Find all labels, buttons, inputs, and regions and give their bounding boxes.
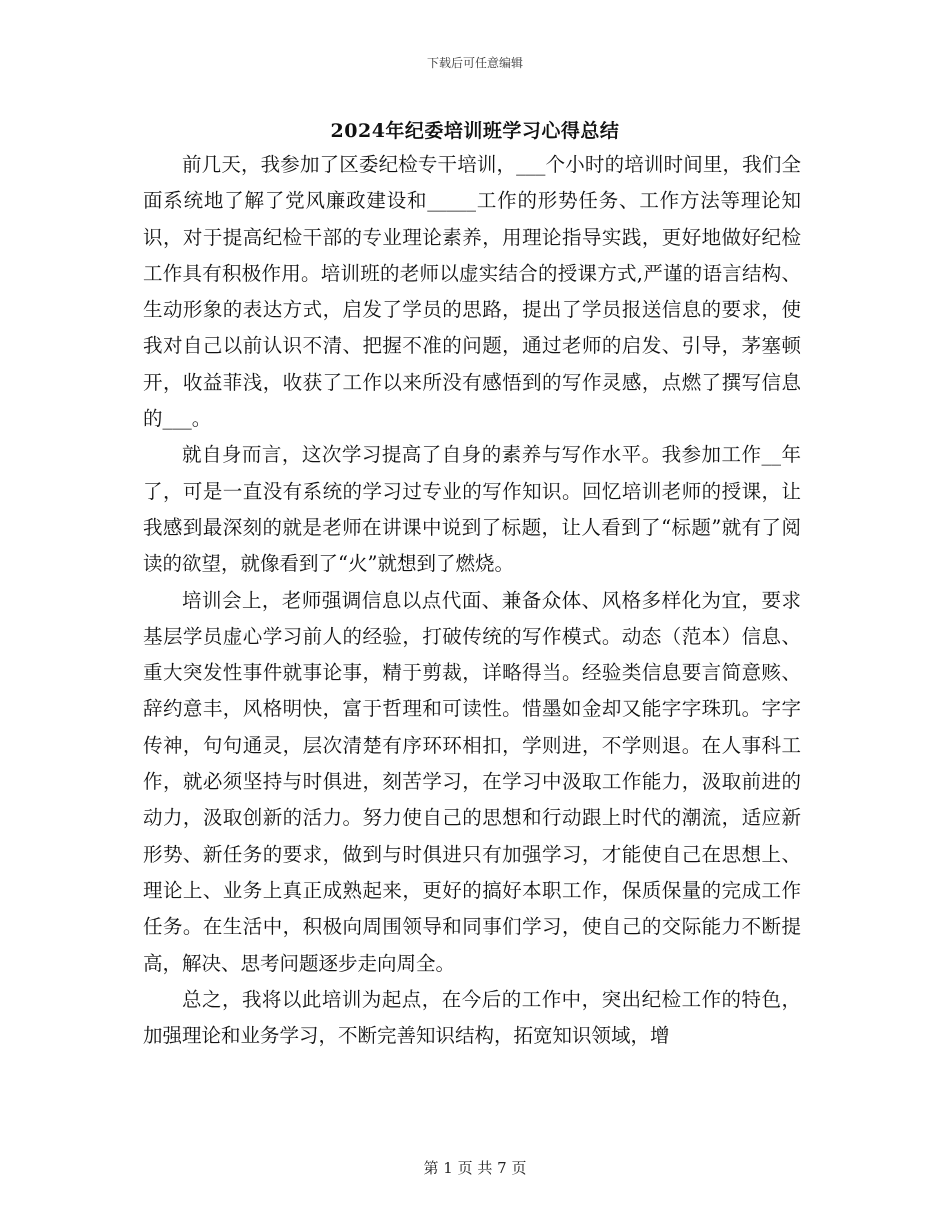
- paragraph-1: 前几天，我参加了区委纪检专干培训，___个小时的培训时间里，我们全面系统地了解了党风廉政建设和_____工作的形势任务、工作方法等理论知识，对于提高纪检干部的专业理论素养，用理论指导实践，更好地做好纪检工作具有积极作用。培训班的老师以虚实结合的授课方式,严谨的语言结构、生动形象的表达方式，启发了学员的思路，提出了学员报送信息的要求，使我对自己以前认识不清、把握不准的问题，通过老师的启发、引导，茅塞顿开，收益菲浅，收获了工作以来所没有感悟到的写作灵感，点燃了撰写信息的___。: [143, 153, 801, 431]
- paragraph-4: 总之，我将以此培训为起点，在今后的工作中，突出纪检工作的特色，加强理论和业务学习，不断完善知识结构，拓宽知识领域，增: [143, 987, 801, 1048]
- header-note: 下载后可任意编辑: [426, 56, 523, 70]
- document-title: 2024年纪委培训班学习心得总结: [330, 120, 620, 142]
- paragraph-2: 就自身而言，这次学习提高了自身的素养与写作水平。我参加工作__年了，可是一直没有系统的学习过专业的写作知识。回忆培训老师的授课，让我感到最深刻的就是老师在讲课中说到了标题，让人看到了“标题”就有了阅读的欲望，就像看到了“火”就想到了燃烧。: [143, 443, 801, 576]
- document-body: [143, 147, 801, 1054]
- paragraph-3: 培训会上，老师强调信息以点代面、兼备众体、风格多样化为宜，要求基层学员虚心学习前人的经验，打破传统的写作模式。动态（范本）信息、重大突发性事件就事论事，精于剪裁，详略得当。经验类信息要言简意赅、辞约意丰，风格明快，富于哲理和可读性。惜墨如金却又能字字珠玑。字字传神，句句通灵，层次清楚有序环环相扣，学则进，不学则退。在人事科工作，就必须坚持与时俱进，刻苦学习，在学习中汲取工作能力，汲取前进的动力，汲取创新的活力。努力使自己的思想和行动跟上时代的潮流，适应新形势、新任务的要求，做到与时俱进只有加强学习，才能使自己在思想上、理论上、业务上真正成熟起来，更好的搞好本职工作，保质保量的完成工作任务。在生活中，积极向周围领导和同事们学习，使自己的交际能力不断提高，解决、思考问题逐步走向周全。: [143, 588, 801, 975]
- page-number-footer: 第 1 页 共 7 页: [423, 1159, 527, 1177]
